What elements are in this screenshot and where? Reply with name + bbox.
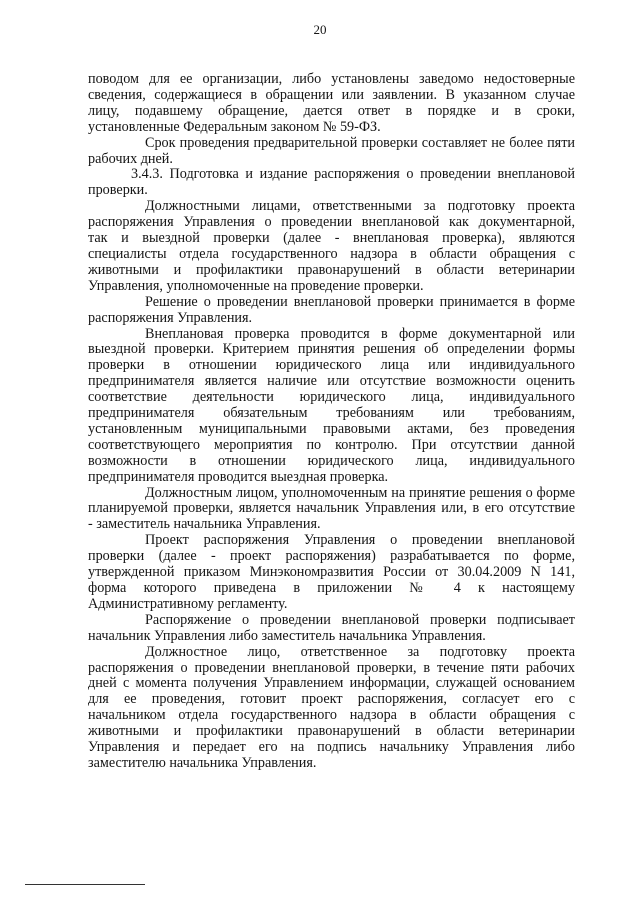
text-line: установленные Федеральным законом № 59-ФЗ. xyxy=(88,118,381,135)
paragraph-responsible-officials xyxy=(88,199,575,294)
paragraph-order-signing xyxy=(88,613,575,645)
text-line: Управления и передает его на подпись начальнику Управления либо xyxy=(88,739,575,756)
text-line: проверки. xyxy=(88,182,148,199)
text-line: для ее проведения, готовит проект распоряжения, согласует его с xyxy=(88,691,575,708)
text-line: соответствие деятельности юридического лица, индивидуального xyxy=(88,389,575,406)
text-line: Управления, уполномоченные на проведение проверки. xyxy=(88,277,424,294)
text-line: форма которого приведена в приложении № 4 к настоящему xyxy=(88,580,575,596)
text-line: поводом для ее организации, либо установлены заведомо недостоверные xyxy=(88,71,575,87)
text-line: Должностным лицом, уполномоченным на принятие решения о форме xyxy=(145,484,575,501)
section-heading-3-4-3 xyxy=(88,167,575,199)
text-line: так и выездной проверки (далее - внеплановая проверка), являются xyxy=(88,230,575,247)
text-line: рабочих дней. xyxy=(88,150,173,167)
text-line: выездной проверки. Критерием принятия решения об определении формы xyxy=(88,341,575,358)
text-line: утвержденной приказом Минэкономразвития России от 30.04.2009 N 141, xyxy=(88,564,575,581)
text-line: животными и профилактики правонарушений в области ветеринарии xyxy=(88,723,575,740)
text-line: дней с момента получения Управлением информации, служащей основанием xyxy=(88,675,575,692)
paragraph-continuation xyxy=(88,72,575,136)
paragraph-draft-order xyxy=(88,533,575,613)
paragraph-authorized-official xyxy=(88,486,575,534)
text-line: заместителю начальника Управления. xyxy=(88,754,317,771)
text-line: Должностными лицами, ответственными за подготовку проекта xyxy=(145,198,575,215)
paragraph-check-types xyxy=(88,327,575,486)
text-line: предпринимателя является наличие или отсутствие возможности оценить xyxy=(88,373,575,390)
page-number: 20 xyxy=(313,22,327,37)
paragraph-decision-form xyxy=(88,295,575,327)
text-line: начальником отдела государственного надзора в области обращения с xyxy=(88,707,575,724)
text-line: Административному регламенту. xyxy=(88,595,288,612)
text-line: животными и профилактики правонарушений в области ветеринарии xyxy=(88,261,575,278)
text-line: 3.4.3. Подготовка и издание распоряжения о проведении внеплановой xyxy=(131,166,575,183)
text-line: Срок проведения предварительной проверки составляет не более пяти xyxy=(145,134,575,151)
text-line: Внеплановая проверка проводится в форме документарной или xyxy=(145,325,575,342)
footnote-separator xyxy=(25,884,145,885)
text-line: проверки (далее - проект распоряжения) разрабатывается по форме, xyxy=(88,548,575,565)
text-line: - заместитель начальника Управления. xyxy=(88,516,321,533)
text-line: специалисты отдела государственного надзора в области обращения с xyxy=(88,245,575,262)
text-line: начальник Управления либо заместитель начальника Управления. xyxy=(88,627,486,644)
document-body xyxy=(88,72,575,772)
text-line: сведения, содержащиеся в обращении или заявлении. В указанном случае xyxy=(88,86,575,103)
text-line: предпринимателя проводится выездная проверка. xyxy=(88,468,389,485)
text-line: лицу, подавшему обращение, дается ответ в порядке и в сроки, xyxy=(88,102,575,119)
text-line: проверки в отношении юридического лица или индивидуального xyxy=(88,357,575,374)
text-line: Проект распоряжения Управления о проведении внеплановой xyxy=(145,532,575,549)
text-line: Распоряжение о проведении внеплановой проверки подписывает xyxy=(145,611,575,628)
text-line: возможности в отношении юридического лица, индивидуального xyxy=(88,452,575,469)
text-line: распоряжения Управления о проведении внеплановой как документарной, xyxy=(88,214,575,231)
text-line: планируемой проверки, является начальник Управления или, в его отсутствие xyxy=(88,500,575,517)
text-line: предпринимателя обязательным требованиям или требованиям, xyxy=(88,405,575,422)
text-line: распоряжения Управления. xyxy=(88,309,253,326)
text-line: Решение о проведении внеплановой проверки принимается в форме xyxy=(145,293,575,310)
text-line: Должностное лицо, ответственное за подготовку проекта xyxy=(145,643,575,660)
text-line: распоряжения о проведении внеплановой проверки, в течение пяти рабочих xyxy=(88,659,575,676)
paragraph-draft-preparation xyxy=(88,645,575,772)
text-line: соответствующего мероприятия по контролю. При отсутствии данной xyxy=(88,436,575,453)
text-line: установленным муниципальными правовыми актами, без проведения xyxy=(88,420,575,437)
paragraph-check-duration xyxy=(88,136,575,168)
